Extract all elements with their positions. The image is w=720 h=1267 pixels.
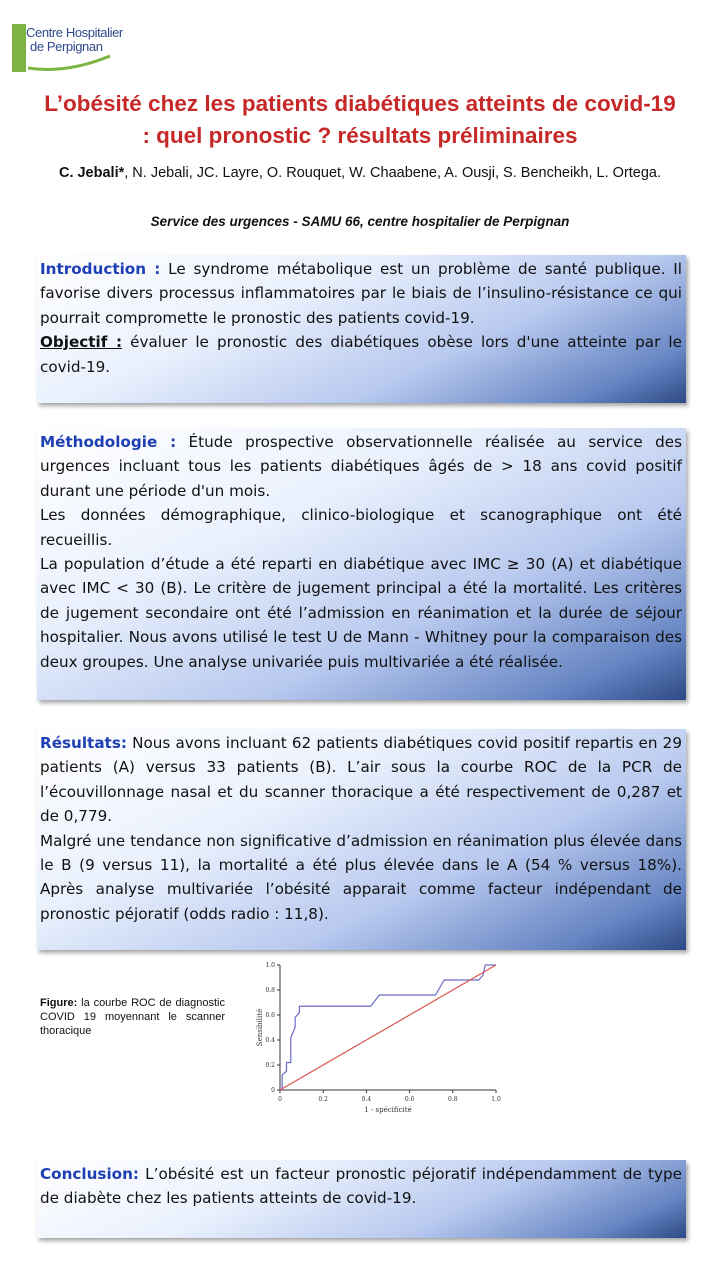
- y-tick-label: 0.6: [265, 1012, 275, 1019]
- figure-caption-text: la courbe ROC de diagnostic COVID 19 moyennant le scanner thoracique: [40, 997, 225, 1037]
- x-tick-label: 0.6: [404, 1096, 415, 1103]
- poster-title: L’obésité chez les patients diabétiques atteints de covid-19 : quel pronostic ? résultats préliminaires: [44, 91, 676, 148]
- methodologie-text-1: Étude prospective observationnelle réalisée au service des urgences incluant tous les patients diabétiques âgés de > 18 ans covid positif durant une période d'un mois.: [40, 433, 682, 500]
- x-tick-label: 0.4: [361, 1096, 372, 1103]
- resultats-paragraph-2: Malgré une tendance non significative d’admission en réanimation plus élevée dans le B (9 versus 11), la mortalité a été plus élevée dans le A (54 % versus 18%). Après analyse multivariée l’obésité apparait comme facteur indépendant de pronostic péjoratif (odds radio : 11,8).: [40, 831, 682, 923]
- hospital-logo: [12, 16, 123, 72]
- resultats-box: [37, 729, 686, 950]
- logo-swoosh: [26, 54, 112, 72]
- other-authors: , N. Jebali, JC. Layre, O. Rouquet, W. Chaabene, A. Ousji, S. Bencheikh, L. Ortega.: [124, 165, 662, 181]
- objectif-text: évaluer le pronostic des diabétiques obèse lors d'une atteinte par le covid-19.: [40, 333, 682, 376]
- y-tick-label: 0.2: [265, 1062, 275, 1069]
- conclusion-box: [37, 1160, 686, 1238]
- objectif-heading: Objectif :: [40, 333, 123, 352]
- y-tick-label: 0: [271, 1087, 275, 1094]
- introduction-text: Le syndrome métabolique est un problème de santé publique. Il favorise divers processus inflammatoires par le biais de l’insulino-résistance ce qui pourrait compromette le pronostic des patients covid-19.: [40, 260, 682, 327]
- objectif-paragraph: [40, 330, 682, 379]
- methodologie-heading: Méthodologie :: [40, 433, 177, 451]
- methodologie-paragraph-1: [40, 430, 682, 503]
- resultats-paragraph-1: [40, 731, 682, 829]
- roc-chart: [250, 955, 510, 1115]
- methodologie-box: [37, 428, 686, 700]
- y-tick-label: 1.0: [265, 962, 275, 969]
- introduction-box: [37, 255, 686, 403]
- x-tick-label: 0.2: [318, 1096, 328, 1103]
- conclusion-text: L’obésité est un facteur pronostic péjoratif indépendamment de type de diabète chez les patients atteints de covid-19.: [40, 1165, 682, 1208]
- resultats-heading: Résultats:: [40, 734, 127, 752]
- introduction-heading: Introduction :: [40, 260, 161, 278]
- y-tick-label: 0.4: [265, 1037, 275, 1044]
- logo-line-2: de Perpignan: [30, 39, 103, 54]
- conclusion-heading: Conclusion:: [40, 1165, 139, 1183]
- roc-plot-area: [256, 962, 501, 1114]
- methodologie-paragraph-3: La population d’étude a été reparti en diabétique avec IMC ≥ 30 (A) et diabétique avec IMC < 30 (B). Le critère de jugement principal a été la mortalité. Les critères de jugement secondaire ont été l’admission en réanimation et la durée de séjour hospitalier. Nous avons utilisé le test U de Mann - Whitney pour la comparaison des deux groupes. Une analyse univariée puis multivariée a été réalisée.: [40, 555, 682, 671]
- logo-text: [26, 26, 123, 54]
- resultats-text-1: Nous avons incluant 62 patients diabétiques covid positif repartis en 29 patients (A) versus 33 patients (B). L’air sous la courbe ROC de la PCR de l’écouvillonnage nasal et du scanner thoracique a été respectivement de 0,287 et de 0,779.: [40, 734, 682, 826]
- logo-green-block: [12, 24, 26, 72]
- methodologie-paragraph-2: Les données démographique, clinico-biologique et scanographique ont été recueillis.: [40, 506, 682, 549]
- first-author: C. Jebali*: [58, 165, 125, 181]
- x-tick-label: 0: [278, 1096, 282, 1103]
- logo-line-1: Centre Hospitalier: [26, 25, 123, 40]
- y-axis-title: Sensibilité: [256, 1008, 264, 1047]
- x-tick-label: 1.0: [491, 1096, 501, 1103]
- conclusion-paragraph: [40, 1162, 682, 1211]
- reference-diagonal-line: [280, 965, 496, 1090]
- introduction-paragraph: [40, 257, 682, 330]
- authors: [40, 162, 680, 185]
- figure-caption: [40, 996, 225, 1038]
- service-affiliation: Service des urgences - SAMU 66, centre hospitalier de Perpignan: [150, 214, 570, 229]
- y-tick-label: 0.8: [265, 987, 275, 994]
- x-axis-title: 1 - spécificité: [364, 1106, 412, 1114]
- figure-caption-label: Figure:: [40, 997, 78, 1009]
- x-tick-label: 0.8: [448, 1096, 458, 1103]
